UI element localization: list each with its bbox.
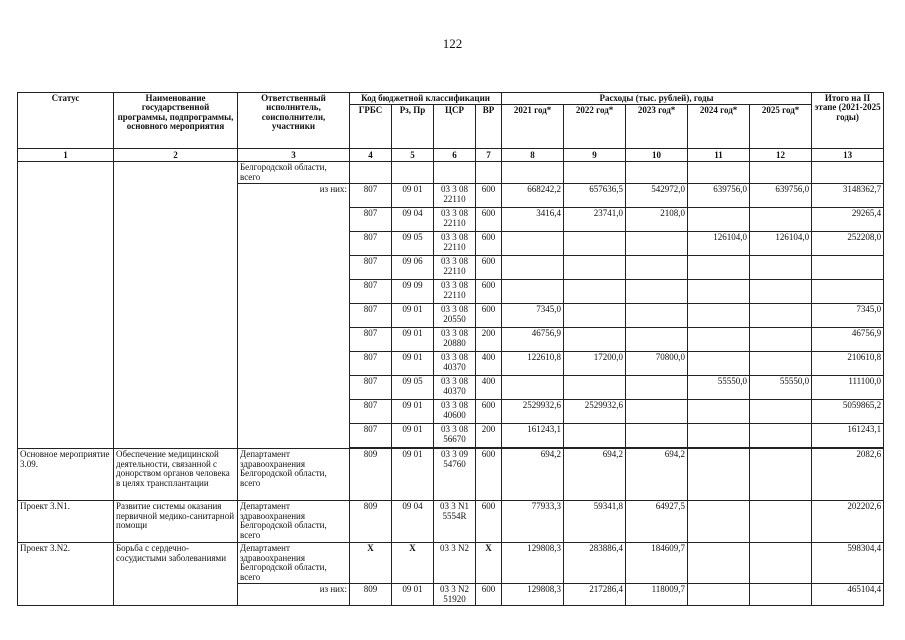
vr-cell: 600 (476, 232, 502, 256)
grbs-cell: 807 (350, 256, 392, 280)
csr-cell: 03 3 08 20880 (434, 328, 476, 352)
value-2021: 77933,3 (502, 501, 564, 543)
executor-cell: Департамент здравоохранения Белгородской области, всего (238, 501, 350, 543)
value-2023 (626, 328, 688, 352)
value-2024: 55550,0 (688, 376, 750, 400)
value-total: 2082,6 (812, 449, 884, 501)
rzpr-cell: 09 05 (392, 232, 434, 256)
value-total (812, 256, 884, 280)
value-2025 (750, 449, 812, 501)
table-row (18, 162, 884, 184)
csr-cell: 03 3 08 22110 (434, 208, 476, 232)
value-2021: 2529932,6 (502, 400, 564, 424)
value-2021 (502, 280, 564, 304)
page-number: 122 (442, 36, 463, 51)
grbs-cell: 809 (350, 449, 392, 501)
name-cell: Обеспечение медицинской деятельности, связанной с донорством органов человека в целях трансплантации (114, 449, 238, 501)
header-vr: ВР (476, 105, 502, 149)
grbs-cell: 807 (350, 232, 392, 256)
rzpr-cell: 09 01 (392, 328, 434, 352)
csr-cell: 03 3 08 40370 (434, 376, 476, 400)
value-2021 (502, 376, 564, 400)
rzpr-cell: 09 01 (392, 400, 434, 424)
value-2023: 694,2 (626, 449, 688, 501)
value-2021: 129808,3 (502, 543, 564, 584)
budget-table (17, 92, 884, 606)
value-total: 3148362,7 (812, 184, 884, 208)
value-2022 (564, 256, 626, 280)
name-cell: Развитие системы оказания первичной медико-санитарной помощи (114, 501, 238, 543)
value-2024 (688, 584, 750, 606)
value-2022: 657636,5 (564, 184, 626, 208)
header-csr: ЦСР (434, 105, 476, 149)
value-2025 (750, 280, 812, 304)
csr-cell: 03 3 08 20550 (434, 304, 476, 328)
grbs-cell: 807 (350, 184, 392, 208)
csr-cell: 03 3 08 40370 (434, 352, 476, 376)
status-cell: Проект 3.N2. (18, 543, 114, 606)
header-expenses: Расходы (тыс. рублей), годы (502, 93, 812, 105)
vr-cell: 400 (476, 352, 502, 376)
rzpr-cell: 09 09 (392, 280, 434, 304)
rzpr-cell: 09 01 (392, 304, 434, 328)
value-total: 7345,0 (812, 304, 884, 328)
value-2024 (688, 352, 750, 376)
value-total: 111100,0 (812, 376, 884, 400)
col-num: 5 (392, 149, 434, 162)
value-2025 (750, 543, 812, 584)
value-2024 (688, 304, 750, 328)
value-2022: 217286,4 (564, 584, 626, 606)
header-budget-code: Код бюджетной классификации (350, 93, 502, 105)
value-total: 465104,4 (812, 584, 884, 606)
vr-cell: 600 (476, 208, 502, 232)
vr-cell: 600 (476, 449, 502, 501)
csr-cell: 03 3 09 54760 (434, 449, 476, 501)
value-2024 (688, 280, 750, 304)
value-2022: 2529932,6 (564, 400, 626, 424)
rzpr-cell: 09 01 (392, 352, 434, 376)
value-2025 (750, 501, 812, 543)
of-which-label: из них: (238, 184, 350, 449)
col-num: 7 (476, 149, 502, 162)
value-2023 (626, 280, 688, 304)
executor-cell: Департамент здравоохранения Белгородской области, всего (238, 543, 350, 584)
value-2022 (564, 424, 626, 448)
value-2022 (564, 328, 626, 352)
col-num: 4 (350, 149, 392, 162)
value-2025 (750, 352, 812, 376)
grbs-cell: 807 (350, 304, 392, 328)
value-2021 (502, 232, 564, 256)
csr-cell: 03 3 N1 5554R (434, 501, 476, 543)
value-2021: 694,2 (502, 449, 564, 501)
col-num: 10 (626, 149, 688, 162)
value-total: 210610,8 (812, 352, 884, 376)
value-2024 (688, 256, 750, 280)
value-2023 (626, 424, 688, 448)
executor-cell: Департамент здравоохранения Белгородской области, всего (238, 449, 350, 501)
csr-cell: 03 3 N2 (434, 543, 476, 584)
value-2022 (564, 280, 626, 304)
value-2021 (502, 256, 564, 280)
value-2023 (626, 304, 688, 328)
grbs-cell: 807 (350, 400, 392, 424)
csr-cell: 03 3 08 22110 (434, 232, 476, 256)
column-number-row (18, 149, 884, 162)
header-status: Статус (18, 93, 114, 149)
grbs-cell: 807 (350, 424, 392, 448)
table-row (18, 449, 884, 501)
value-2025 (750, 584, 812, 606)
value-2025 (750, 328, 812, 352)
col-num: 6 (434, 149, 476, 162)
value-2023: 118009,7 (626, 584, 688, 606)
vr-cell: 600 (476, 280, 502, 304)
value-2022 (564, 304, 626, 328)
csr-cell: 03 3 08 22110 (434, 256, 476, 280)
rzpr-cell: 09 06 (392, 256, 434, 280)
value-2021: 668242,2 (502, 184, 564, 208)
value-2022 (564, 232, 626, 256)
value-2021: 7345,0 (502, 304, 564, 328)
value-2021: 129808,3 (502, 584, 564, 606)
name-cell: Борьба с сердечно-сосудистыми заболеваниями (114, 543, 238, 606)
value-2023 (626, 232, 688, 256)
executor-cell: Белгородской области, всего (238, 162, 350, 184)
vr-cell: 200 (476, 328, 502, 352)
vr-cell: 600 (476, 304, 502, 328)
col-num: 11 (688, 149, 750, 162)
grbs-cell: 807 (350, 280, 392, 304)
vr-cell: 400 (476, 376, 502, 400)
vr-cell: 600 (476, 184, 502, 208)
value-total: 598304,4 (812, 543, 884, 584)
value-2022: 283886,4 (564, 543, 626, 584)
value-2025 (750, 424, 812, 448)
csr-cell: 03 3 N2 51920 (434, 584, 476, 606)
of-which-label: из них: (238, 584, 350, 606)
header-2025: 2025 год* (750, 105, 812, 149)
col-num: 13 (812, 149, 884, 162)
col-num: 9 (564, 149, 626, 162)
grbs-cell: 807 (350, 328, 392, 352)
col-num: 8 (502, 149, 564, 162)
value-2024: 126104,0 (688, 232, 750, 256)
header-grbs: ГРБС (350, 105, 392, 149)
vr-cell: 600 (476, 501, 502, 543)
csr-cell: 03 3 08 22110 (434, 184, 476, 208)
header-executor: Ответственный исполнитель, соисполнители, участники (238, 93, 350, 149)
value-2025 (750, 400, 812, 424)
value-2025: 639756,0 (750, 184, 812, 208)
value-total: 252208,0 (812, 232, 884, 256)
rzpr-cell: 09 01 (392, 449, 434, 501)
value-2023 (626, 400, 688, 424)
value-2025 (750, 256, 812, 280)
value-total: 29265,4 (812, 208, 884, 232)
value-2022: 694,2 (564, 449, 626, 501)
value-2023: 542972,0 (626, 184, 688, 208)
value-2024 (688, 501, 750, 543)
value-2022: 59341,8 (564, 501, 626, 543)
value-total: 161243,1 (812, 424, 884, 448)
grbs-cell: X (350, 543, 392, 584)
rzpr-cell: 09 01 (392, 184, 434, 208)
vr-cell: X (476, 543, 502, 584)
value-2021: 46756,9 (502, 328, 564, 352)
value-total: 46756,9 (812, 328, 884, 352)
grbs-cell: 807 (350, 208, 392, 232)
value-2024 (688, 208, 750, 232)
value-total (812, 280, 884, 304)
rzpr-cell: 09 01 (392, 584, 434, 606)
col-num: 1 (18, 149, 114, 162)
col-num: 2 (114, 149, 238, 162)
header-2024: 2024 год* (688, 105, 750, 149)
value-2023: 184609,7 (626, 543, 688, 584)
value-total: 202202,6 (812, 501, 884, 543)
header-2023: 2023 год* (626, 105, 688, 149)
value-2024 (688, 424, 750, 448)
rzpr-cell: X (392, 543, 434, 584)
value-2021: 161243,1 (502, 424, 564, 448)
table-row (18, 543, 884, 584)
header-2021: 2021 год* (502, 105, 564, 149)
value-2022 (564, 376, 626, 400)
header-row (18, 93, 884, 105)
vr-cell: 600 (476, 584, 502, 606)
value-2025: 55550,0 (750, 376, 812, 400)
value-2024: 639756,0 (688, 184, 750, 208)
csr-cell: 03 3 08 56670 (434, 424, 476, 448)
csr-cell: 03 3 08 22110 (434, 280, 476, 304)
value-2022: 23741,0 (564, 208, 626, 232)
value-2025 (750, 304, 812, 328)
status-cell (18, 162, 114, 449)
value-2025: 126104,0 (750, 232, 812, 256)
table-row (18, 501, 884, 543)
value-2023 (626, 376, 688, 400)
header-2022: 2022 год* (564, 105, 626, 149)
status-cell: Основное мероприятие 3.09. (18, 449, 114, 501)
value-2023: 64927,5 (626, 501, 688, 543)
value-2023: 70800,0 (626, 352, 688, 376)
rzpr-cell: 09 04 (392, 501, 434, 543)
vr-cell: 600 (476, 400, 502, 424)
grbs-cell: 807 (350, 352, 392, 376)
rzpr-cell: 09 04 (392, 208, 434, 232)
col-num: 3 (238, 149, 350, 162)
value-2025 (750, 208, 812, 232)
value-2024 (688, 449, 750, 501)
grbs-cell: 809 (350, 501, 392, 543)
header-rzpr: Рз, Пр (392, 105, 434, 149)
csr-cell: 03 3 08 40600 (434, 400, 476, 424)
header-name: Наименование государственной программы, подпрограммы, основного мероприятия (114, 93, 238, 149)
value-2024 (688, 543, 750, 584)
header-total: Итого на II этапе (2021-2025 годы) (812, 93, 884, 149)
value-2024 (688, 328, 750, 352)
grbs-cell: 809 (350, 584, 392, 606)
col-num: 12 (750, 149, 812, 162)
value-2023: 2108,0 (626, 208, 688, 232)
value-2024 (688, 400, 750, 424)
status-cell: Проект 3.N1. (18, 501, 114, 543)
value-2023 (626, 256, 688, 280)
rzpr-cell: 09 01 (392, 424, 434, 448)
value-2021: 122610,8 (502, 352, 564, 376)
name-cell (114, 162, 238, 449)
vr-cell: 200 (476, 424, 502, 448)
vr-cell: 600 (476, 256, 502, 280)
value-total: 5059865,2 (812, 400, 884, 424)
value-2022: 17200,0 (564, 352, 626, 376)
value-2021: 3416,4 (502, 208, 564, 232)
rzpr-cell: 09 05 (392, 376, 434, 400)
grbs-cell: 807 (350, 376, 392, 400)
